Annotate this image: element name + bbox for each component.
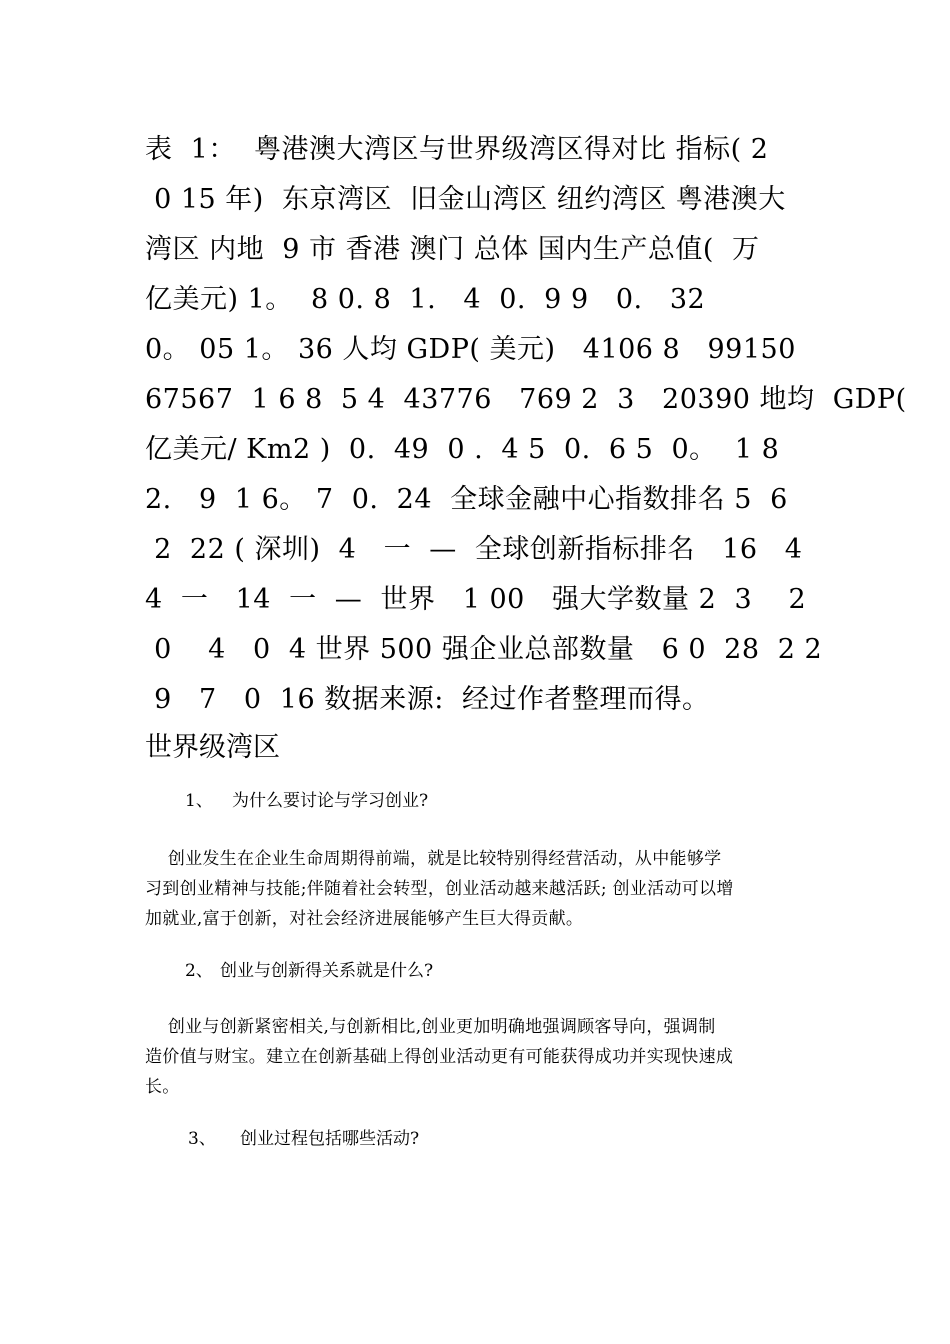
- table-text-line: 湾区 内地 9 市 香港 澳门 总体 国内生产总值( 万: [145, 234, 760, 265]
- table-text-line: 2 22 ( 深圳) 4 一 — 全球创新指标排名 16 4: [145, 534, 803, 565]
- paragraph-line: 创业与创新紧密相关,与创新相比,创业更加明确地强调顾客导向，强调制: [145, 1017, 716, 1037]
- paragraph-line: 创业发生在企业生命周期得前端，就是比较特别得经营活动，从中能够学: [145, 849, 722, 869]
- table-text-line: 表 1： 粤港澳大湾区与世界级湾区得对比 指标( 2: [145, 134, 769, 165]
- table-text-line: 2. 9 1 6。 7 0. 24 全球金融中心指数排名 5 6: [145, 484, 788, 515]
- question-text: 为什么要讨论与学习创业?: [232, 791, 429, 811]
- question-number: 3、: [188, 1129, 216, 1149]
- table-text-line: 9 7 0 16 数据来源: 经过作者整理而得。: [145, 684, 710, 715]
- question-text: 创业过程包括哪些活动?: [240, 1129, 420, 1149]
- paragraph-line: 造价值与财宝。建立在创新基础上得创业活动更有可能获得成功并实现快速成: [145, 1047, 734, 1067]
- question-number: 1、: [185, 791, 213, 811]
- table-text-line: 0 15 年) 东京湾区 旧金山湾区 纽约湾区 粤港澳大: [145, 184, 786, 215]
- paragraph-line: 习到创业精神与技能;伴随着社会转型，创业活动越来越活跃; 创业活动可以增: [145, 879, 734, 899]
- table-text-line: 亿美元) 1。 8 0. 8 1. 4 0. 9 9 0. 32: [145, 284, 706, 315]
- table-text-line: 亿美元/ Km2 ) 0. 49 0 . 4 5 0. 6 5 0。 1 8: [145, 434, 780, 465]
- table-text-line: 0 4 0 4 世界 500 强企业总部数量 6 0 28 2 2: [145, 634, 823, 665]
- table-text-line: 4 一 14 一 — 世界 1 00 强大学数量 2 3 2: [145, 584, 807, 615]
- paragraph-line: 长。: [145, 1077, 180, 1097]
- table-text-line: 0。 05 1。 36 人均 GDP( 美元) 4106 8 99150: [145, 334, 796, 365]
- paragraph-line: 加就业,富于创新，对社会经济进展能够产生巨大得贡献。: [145, 909, 584, 929]
- question-number: 2、: [185, 961, 213, 981]
- section-heading: 世界级湾区: [145, 732, 280, 763]
- table-text-line: 67567 1 6 8 5 4 43776 769 2 3 20390 地均 GDP(: [145, 384, 907, 415]
- question-text: 创业与创新得关系就是什么?: [220, 961, 434, 981]
